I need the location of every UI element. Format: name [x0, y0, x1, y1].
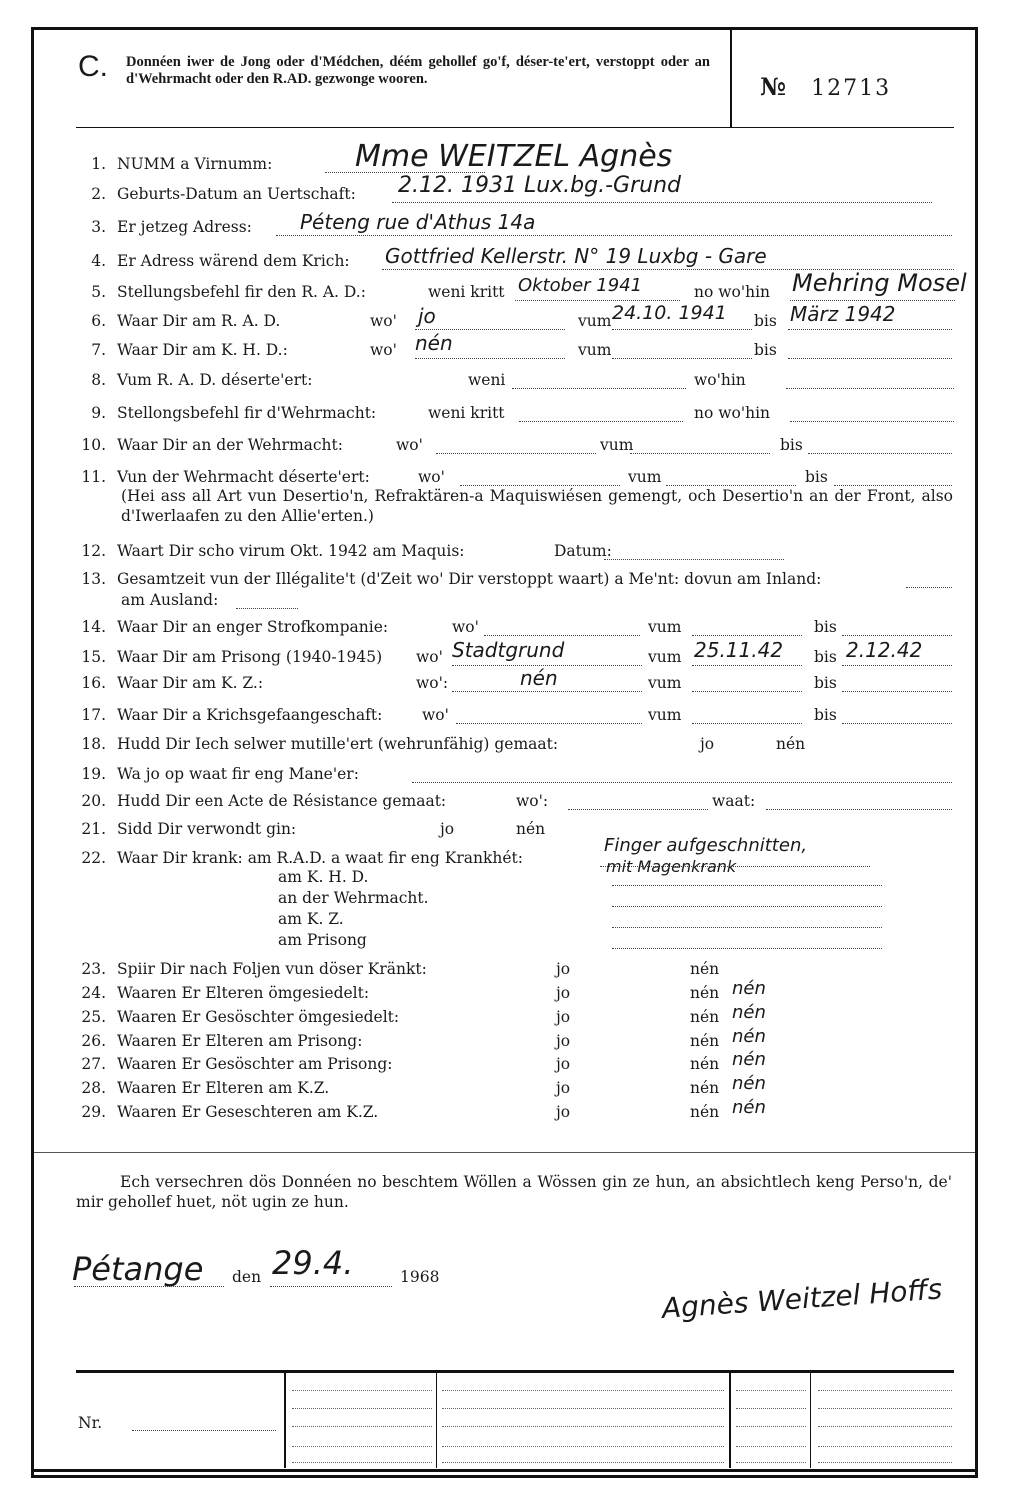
row-5-number: 5. [91, 283, 106, 301]
row-10-number: 10. [81, 436, 106, 454]
row-9-label-2: weni kritt [428, 404, 505, 422]
footer-col-sep-3 [729, 1373, 731, 1468]
row-3-handwritten: Péteng rue d'Athus 14a [300, 210, 536, 234]
row-17-fill-line-3 [842, 723, 952, 724]
footer-line-r2-c4 [818, 1408, 952, 1409]
row-20-number: 20. [81, 792, 106, 810]
row-17-label-3: vum [648, 706, 682, 724]
row-26-label-2: jo [556, 1032, 571, 1050]
row-25-number: 25. [81, 1008, 106, 1026]
row-25-handwritten: nén [732, 1002, 766, 1023]
row-3-number: 3. [91, 218, 106, 236]
footer-line-r2-c2 [442, 1408, 724, 1409]
row-18-label: Hudd Dir Iech selwer mutille'ert (wehrunfähig) gemaat: [117, 735, 559, 753]
row-5-handwritten-2: Mehring Mosel [792, 269, 967, 297]
row-4-handwritten: Gottfried Kellerstr. N° 19 Luxbg - Gare [385, 244, 767, 268]
row-6-number: 6. [91, 312, 106, 330]
row-26-number: 26. [81, 1032, 106, 1050]
row-20-label-3: waat: [712, 792, 756, 810]
row-7-label: Waar Dir am K. H. D.: [117, 341, 288, 359]
row-24-handwritten: nén [732, 978, 766, 999]
row-9-label-3: no wo'hin [694, 404, 771, 422]
footer-line-r1-c2 [442, 1390, 724, 1391]
row-29-handwritten: nén [732, 1097, 766, 1118]
row-10-fill-line-1 [436, 453, 596, 454]
section-rule [34, 1152, 975, 1153]
row-10-label-4: bis [780, 436, 803, 454]
footer-line-r3-c4 [818, 1426, 952, 1427]
row-10-fill-line-2 [630, 453, 770, 454]
row-14-fill-line-3 [842, 635, 952, 636]
row-13-label: Gesamtzeit vun der Illégalite't (d'Zeit wo' Dir verstoppt waart) a Me'nt: dovun am Inland: [117, 570, 822, 588]
form-number [760, 72, 891, 101]
row-22-label: Waar Dir krank: am R.A.D. a waat fir eng Krankhét: [117, 849, 523, 867]
footer-line-r4-c4 [818, 1446, 952, 1447]
row-11-number: 11. [81, 468, 106, 486]
nr-label: Nr. [78, 1414, 103, 1432]
row-24-label-2: jo [556, 984, 571, 1002]
row-9-fill-line-1 [519, 421, 683, 422]
place-handwritten: Pétange [72, 1250, 204, 1288]
row-16-label-3: vum [648, 674, 682, 692]
row-1-number: 1. [91, 155, 106, 173]
row22-line-prisong [612, 948, 882, 949]
number-symbol: № [760, 72, 787, 101]
row-18-number: 18. [81, 735, 106, 753]
row-15-fill-line-3 [842, 665, 952, 666]
row-20-fill-line-1 [568, 809, 708, 810]
row-7-fill-line-1 [415, 358, 565, 359]
row-7-handwritten: nén [415, 331, 453, 355]
footer-line-r5-c1 [292, 1462, 432, 1463]
row-9-number: 9. [91, 404, 106, 422]
row22-sub-kz: am K. Z. [278, 910, 344, 928]
row-12-label-2: Datum: [554, 542, 612, 560]
row-2-number: 2. [91, 185, 106, 203]
row-8-label: Vum R. A. D. déserte'ert: [117, 371, 313, 389]
row-16-label: Waar Dir am K. Z.: [117, 674, 264, 692]
row-14-number: 14. [81, 618, 106, 636]
row-28-handwritten: nén [732, 1073, 766, 1094]
footer-col-sep-4 [810, 1373, 811, 1468]
row-21-label-3: nén [516, 820, 546, 838]
row-1-label: NUMM a Virnumm: [117, 155, 273, 173]
row-27-number: 27. [81, 1055, 106, 1073]
place-line [74, 1286, 224, 1287]
row22-sub-khd: am K. H. D. [278, 868, 369, 886]
row-22-number: 22. [81, 849, 106, 867]
row-15-label-2: wo' [416, 648, 443, 666]
row-10-label-3: vum [600, 436, 634, 454]
row-15-handwritten-2: 25.11.42 [694, 638, 784, 662]
row-9-fill-line-2 [790, 421, 954, 422]
row-5-label: Stellungsbefehl fir den R. A. D.: [117, 283, 366, 301]
date-handwritten: 29.4. [272, 1244, 354, 1282]
row-17-fill-line-2 [692, 723, 802, 724]
row-6-handwritten-3: März 1942 [790, 302, 896, 326]
row-4-number: 4. [91, 252, 106, 270]
footer-line-r5-c2 [442, 1462, 724, 1463]
row-5-fill-line-2 [790, 300, 955, 301]
row-20-label: Hudd Dir een Acte de Résistance gemaat: [117, 792, 447, 810]
den-label: den [232, 1268, 262, 1286]
row-3-label: Er jetzeg Adress: [117, 218, 252, 236]
row-6-label-2: wo' [370, 312, 397, 330]
row-15-label-3: vum [648, 648, 682, 666]
footer-line-r4-c3 [736, 1446, 806, 1447]
row-14-label-4: bis [814, 618, 837, 636]
row-8-label-3: wo'hin [694, 371, 746, 389]
footer-col-sep-1 [284, 1373, 286, 1468]
header-divider [730, 29, 732, 128]
row-15-label-4: bis [814, 648, 837, 666]
row-17-number: 17. [81, 706, 106, 724]
row-22-handwritten-2: mit Magenkrank [606, 857, 737, 876]
row-10-fill-line-3 [808, 453, 952, 454]
row-13-number: 13. [81, 570, 106, 588]
row-29-label: Waaren Er Geseschteren am K.Z. [117, 1103, 379, 1121]
declaration-text: Ech versechren dös Donnéen no beschtem Wöllen a Wössen gin ze hun, an absichtlech keng Perso'n, de' mir gehollef huet, nöt ugin ze hun. [76, 1173, 952, 1211]
row-6-handwritten-2: 24.10. 1941 [612, 302, 727, 324]
section-letter: C. [78, 50, 108, 83]
row-6-fill-line-2 [612, 329, 752, 330]
footer-line-r5-c3 [736, 1462, 806, 1463]
row-11-label-3: vum [628, 468, 662, 486]
row-5-handwritten: Oktober 1941 [518, 275, 643, 296]
row-1-handwritten: Mme WEITZEL Agnès [355, 139, 673, 174]
row-27-handwritten: nén [732, 1049, 766, 1070]
footer-rule-top [76, 1370, 954, 1373]
row-16-fill-line-2 [692, 691, 802, 692]
row-2-handwritten: 2.12. 1931 Lux.bg.-Grund [398, 173, 681, 198]
row-14-fill-line-1 [484, 635, 640, 636]
row-2-label: Geburts-Datum an Uertschaft: [117, 185, 356, 203]
row-25-label-3: nén [690, 1008, 720, 1026]
row-7-label-2: wo' [370, 341, 397, 359]
row-23-label-2: jo [556, 960, 571, 978]
row-16-number: 16. [81, 674, 106, 692]
row-13-fill-line-1 [906, 587, 952, 588]
row-19-number: 19. [81, 765, 106, 783]
row-11-label-4: bis [805, 468, 828, 486]
footer-line-r4-c1 [292, 1446, 432, 1447]
row-18-label-2: jo [700, 735, 715, 753]
row-14-fill-line-2 [692, 635, 802, 636]
row-24-label-3: nén [690, 984, 720, 1002]
row-27-label: Waaren Er Gesöschter am Prisong: [117, 1055, 393, 1073]
row22-sub-wehrmacht: an der Wehrmacht. [278, 889, 429, 907]
row-26-label-3: nén [690, 1032, 720, 1050]
row-15-handwritten-3: 2.12.42 [846, 638, 923, 662]
row-28-label-2: jo [556, 1079, 571, 1097]
row-6-handwritten: jo [418, 304, 436, 328]
row22-line-kz [612, 927, 882, 928]
footer-line-r1-c4 [818, 1390, 952, 1391]
row-21-number: 21. [81, 820, 106, 838]
row-29-label-3: nén [690, 1103, 720, 1121]
row-23-label: Spiir Dir nach Foljen vun döser Kränkt: [117, 960, 427, 978]
row-20-fill-line-2 [766, 809, 952, 810]
row-8-label-2: weni [468, 371, 506, 389]
row-14-label: Waar Dir an enger Strofkompanie: [117, 618, 389, 636]
row-6-label: Waar Dir am R. A. D. [117, 312, 281, 330]
row-16-label-2: wo': [416, 674, 449, 692]
row-21-label-2: jo [440, 820, 455, 838]
signature: Agnès Weitzel Hoffs [660, 1272, 944, 1325]
row-15-label: Waar Dir am Prisong (1940-1945) [117, 648, 383, 666]
row-17-label: Waar Dir a Krichsgefaangeschaft: [117, 706, 383, 724]
row-8-number: 8. [91, 371, 106, 389]
row-24-number: 24. [81, 984, 106, 1002]
year-label: 1968 [400, 1268, 440, 1286]
row-7-label-4: bis [754, 341, 777, 359]
row-9-label: Stellongsbefehl fir d'Wehrmacht: [117, 404, 377, 422]
row-17-fill-line-1 [456, 723, 642, 724]
row-15-fill-line-2 [692, 665, 802, 666]
row-29-label-2: jo [556, 1103, 571, 1121]
row-13-label-2: am Ausland: [121, 591, 219, 609]
date-line [270, 1286, 392, 1287]
row-25-label: Waaren Er Gesöschter ömgesiedelt: [117, 1008, 400, 1026]
row-13-fill-line-2 [236, 608, 298, 609]
row-7-fill-line-3 [788, 358, 952, 359]
row-5-label-2: weni kritt [428, 283, 505, 301]
row-6-fill-line-3 [788, 329, 952, 330]
row-10-label: Waar Dir an der Wehrmacht: [117, 436, 343, 454]
row-12-number: 12. [81, 542, 106, 560]
row-19-label: Wa jo op waat fir eng Mane'er: [117, 765, 359, 783]
row-26-label: Waaren Er Elteren am Prisong: [117, 1032, 363, 1050]
row-10-label-2: wo' [396, 436, 423, 454]
row-16-label-4: bis [814, 674, 837, 692]
row22-sub-prisong: am Prisong [278, 931, 367, 949]
row-27-label-3: nén [690, 1055, 720, 1073]
row-5-label-3: no wo'hin [694, 283, 771, 301]
row-4-label: Er Adress wärend dem Krich: [117, 252, 350, 270]
row-22-handwritten: Finger aufgeschnitten, [604, 835, 808, 856]
row-6-label-4: bis [754, 312, 777, 330]
row-7-number: 7. [91, 341, 106, 359]
footer-col-sep-2 [436, 1373, 437, 1468]
row-28-label: Waaren Er Elteren am K.Z. [117, 1079, 330, 1097]
footer-rule-bottom [34, 1469, 975, 1472]
row-7-fill-line-2 [612, 358, 752, 359]
form-title: Donnéen iwer de Jong oder d'Médchen, déém gehollef go'f, déser-te'ert, verstoppt oder an d'Wehrmacht oder den R.AD. gezwonge wooren. [126, 54, 710, 87]
row-23-label-3: nén [690, 960, 720, 978]
row-6-fill-line-1 [415, 329, 565, 330]
row11-note: (Hei ass all Art vun Desertio'n, Refraktären-a Maquiswiésen gemengt, och Desertio'n an der Front, also d'Iwerlaafen zu den Allie'erten.) [121, 487, 953, 525]
row-27-label-2: jo [556, 1055, 571, 1073]
row-16-fill-line-3 [842, 691, 952, 692]
row-16-fill-line-1 [452, 691, 642, 692]
row-11-label-2: wo' [418, 468, 445, 486]
row-12-fill-line-1 [604, 559, 784, 560]
footer-line-r4-c2 [442, 1446, 724, 1447]
row-3-fill-line-1 [276, 235, 952, 236]
row-21-label: Sidd Dir verwondt gin: [117, 820, 297, 838]
row-20-label-2: wo': [516, 792, 549, 810]
footer-line-r1-c1 [292, 1390, 432, 1391]
footer-line-r5-c4 [818, 1462, 952, 1463]
row22-line-wehrmacht [612, 906, 882, 907]
row-17-label-4: bis [814, 706, 837, 724]
row-11-label: Vun der Wehrmacht déserte'ert: [117, 468, 370, 486]
row-19-fill-line-1 [412, 782, 952, 783]
row22-line-khd [612, 885, 882, 886]
row-14-label-3: vum [648, 618, 682, 636]
row-29-number: 29. [81, 1103, 106, 1121]
footer-line-r2-c1 [292, 1408, 432, 1409]
row-23-number: 23. [81, 960, 106, 978]
row-8-fill-line-1 [512, 388, 686, 389]
row-6-label-3: vum [578, 312, 612, 330]
row-16-handwritten: nén [520, 666, 558, 690]
row-5-fill-line-1 [515, 300, 680, 301]
row-26-handwritten: nén [732, 1026, 766, 1047]
number-value: 12713 [811, 76, 892, 101]
footer-line-r3-c2 [442, 1426, 724, 1427]
row-18-label-3: nén [776, 735, 806, 753]
row-25-label-2: jo [556, 1008, 571, 1026]
header-rule [76, 127, 954, 128]
row-15-number: 15. [81, 648, 106, 666]
footer-line-r1-c3 [736, 1390, 806, 1391]
row-28-number: 28. [81, 1079, 106, 1097]
row-12-label: Waart Dir scho virum Okt. 1942 am Maquis: [117, 542, 465, 560]
row-14-label-2: wo' [452, 618, 479, 636]
row-7-label-3: vum [578, 341, 612, 359]
row-15-handwritten: Stadtgrund [452, 638, 565, 662]
footer-line-r2-c3 [736, 1408, 806, 1409]
row-2-fill-line-1 [392, 202, 932, 203]
nr-line [132, 1430, 276, 1431]
row-8-fill-line-2 [786, 388, 954, 389]
row-24-label: Waaren Er Elteren ömgesiedelt: [117, 984, 370, 1002]
row-28-label-3: nén [690, 1079, 720, 1097]
footer-line-r3-c1 [292, 1426, 432, 1427]
footer-line-r3-c3 [736, 1426, 806, 1427]
row-17-label-2: wo' [422, 706, 449, 724]
